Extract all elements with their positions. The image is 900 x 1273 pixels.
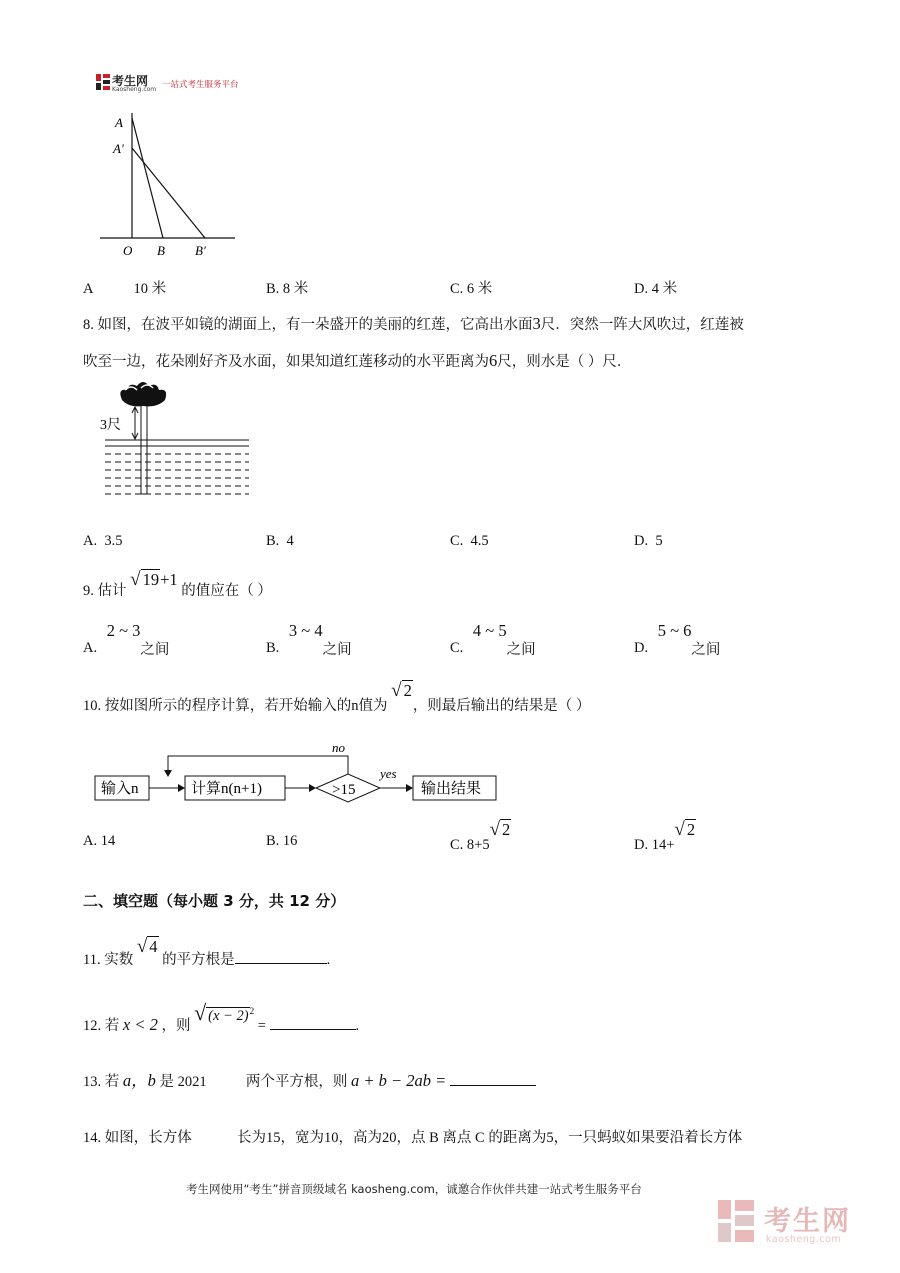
q12: 12. 若 x < 2 ，则 √ $(x - 2)^2$ = .: [83, 1000, 360, 1034]
flow-input-text: 输入n: [101, 781, 139, 797]
watermark-cn: 考生网: [764, 1206, 851, 1237]
flow-calc-text: 计算n(n+1): [191, 781, 262, 797]
q10-option-c: C. 8+5√ 2: [450, 819, 511, 853]
q8-option-a: A. 3.5: [83, 533, 123, 549]
q9-option-b: B. 3 ~ 4之间: [266, 621, 352, 658]
label-A: A: [115, 115, 123, 130]
q10-option-d: D. 14+√ 2: [634, 819, 696, 853]
q9-option-a: A. 2 ~ 3之间: [83, 621, 170, 658]
label-O: O: [123, 243, 133, 258]
q7-option-c: C. 6 米: [450, 281, 493, 297]
logo-icon: [96, 74, 110, 90]
q10-option-a: A. 14: [83, 833, 116, 849]
q7-option-a: A 10 米: [83, 281, 167, 297]
q10-flowchart: [92, 736, 502, 804]
q10-stem: 10. 按如图所示的程序计算，若开始输入的n值为 √ 2，则最后输出的结果是（ ）: [83, 680, 591, 714]
q7-option-b: B. 8 米: [266, 281, 309, 297]
flow-yes-label: yes: [380, 766, 397, 781]
height-label: 3尺: [100, 418, 121, 433]
logo-en: Kaosheng.com: [112, 86, 157, 93]
q8-option-d: D. 5: [634, 533, 663, 549]
q9-option-c: C. 4 ~ 5之间: [450, 621, 536, 658]
q10-option-b: B. 16: [266, 833, 298, 849]
footer-text: 考生网使用“考生”拼音顶级域名 kaosheng.com，诚邀合作伙伴共建一站式考生服务平台: [186, 1182, 642, 1196]
q9-option-d: D. 5 ~ 6之间: [634, 621, 721, 658]
logo-slogan: 一站式考生服务平台: [162, 80, 239, 90]
logo-cn: 考生网: [112, 74, 149, 88]
q8-option-c: C. 4.5: [450, 533, 489, 549]
watermark-en: kaosheng.com: [766, 1234, 842, 1245]
watermark-logo-icon: [718, 1200, 756, 1244]
q8-line2: 吹至一边，花朵刚好齐及水面，如果知道红莲移动的水平距离为6尺，则水是（ ）尺．: [83, 351, 632, 370]
label-B: B: [157, 243, 165, 258]
q9-stem: 9. 估计 √ 19+1 的值应在（ ）: [83, 569, 272, 599]
q8-option-b: B. 4: [266, 533, 294, 549]
q13: 13. 若 a，b 是 2021 两个平方根，则 a + b − 2ab =: [83, 1067, 536, 1091]
label-B-prime: B′: [195, 243, 206, 258]
q11: 11. 实数 √ 4 的平方根是 .: [83, 936, 331, 968]
flow-output-text: 输出结果: [421, 781, 482, 797]
flow-condition-text: >15: [332, 782, 356, 798]
section2-title: 二、填空题（每小题 3 分，共 12 分）: [83, 892, 346, 910]
q7-option-d: D. 4 米: [634, 281, 678, 297]
label-A-prime: A′: [113, 141, 124, 156]
q8-lotus-figure: [97, 378, 252, 500]
q7-figure: [95, 110, 240, 260]
q8-line1: 8. 如图，在波平如镜的湖面上，有一朵盛开的美丽的红莲，它高出水面3尺．突然一阵大风吹过，红莲被: [83, 314, 744, 333]
q14: 14. 如图，长方体 长为15，宽为10，高为20，点 B 离点 C 的距离为5，一只蚂蚁如果要沿着长方体: [83, 1130, 743, 1146]
flow-no-label: no: [332, 740, 345, 755]
